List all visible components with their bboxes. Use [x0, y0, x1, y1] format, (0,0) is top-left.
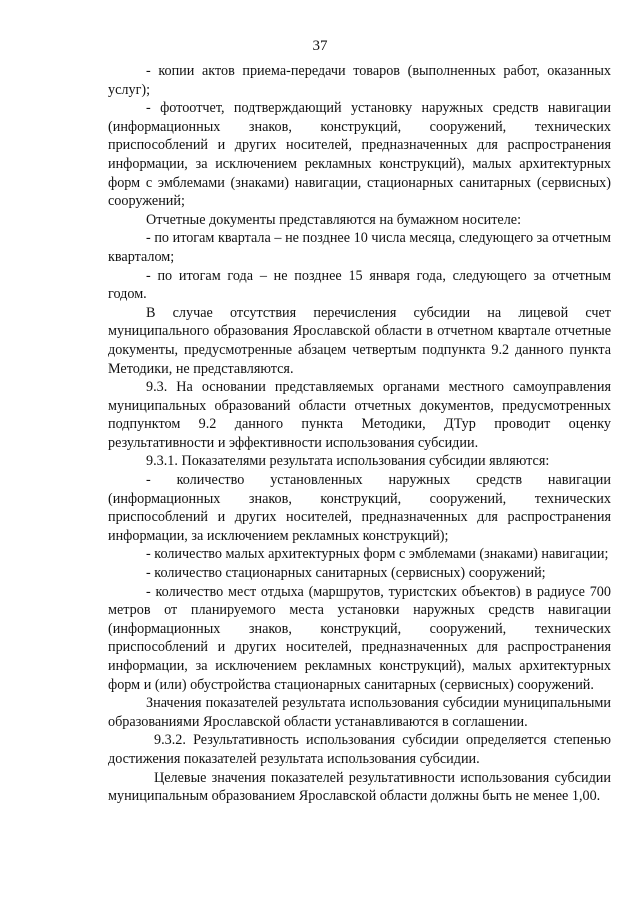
paragraph-paper-submission: Отчетные документы представляются на бумажном носителе: — [146, 211, 522, 228]
document-body — [108, 62, 611, 806]
paragraph-quarter-deadline: - по итогам квартала – не позднее 10 числа месяца, следующего за отчетным кварталом; — [108, 230, 611, 265]
paragraph-indicator-small-forms: - количество малых архитектурных форм с эмблемами (знаками) навигации; — [146, 546, 609, 563]
paragraph-9-3-2: 9.3.2. Результативность использования субсидии определяется степенью достижения показателей результата использования субсидии. — [108, 732, 611, 767]
paragraph-indicator-rest-places: - количество мест отдыха (маршрутов, туристских объектов) в радиусе 700 метров от планируемого места установки наружных средств навигации (информационных знаков, конструкций, сооружений, технических приспособлений и других носителей, предназначенных для распространения информации, за исключением рекламных конструкций), малых архитектурных форм и (или) обустройства стационарных санитарных (сервисных) сооружений. — [108, 583, 611, 693]
paragraph-target-values: Целевые значения показателей результативности использования субсидии муниципальным образованием Ярославской области должны быть не менее 1,00. — [108, 769, 611, 805]
paragraph-9-3: 9.3. На основании представляемых органами местного самоуправления муниципальных образований области отчетных документов, предусмотренных подпунктом 9.2 данного пункта Методики, ДТур проводит оценку результативности и эффективности использования субсидии. — [108, 379, 611, 451]
page-number: 37 — [312, 38, 328, 54]
paragraph-photo-report: - фотоотчет, подтверждающий установку наружных средств навигации (информационных знаков, конструкций, сооружений, технических приспособлений и других носителей, предназначенных для распространения информации, за исключением рекламных конструкций), малых архитектурных форм с эмблемами (знаками) навигации, стационарных санитарных (сервисных) сооружений; — [108, 100, 611, 210]
paragraph-year-deadline: - по итогам года – не позднее 15 января года, следующего за отчетным годом. — [108, 267, 611, 303]
paragraph-indicator-sanitary: - количество стационарных санитарных (сервисных) сооружений; — [146, 565, 546, 582]
paragraph-acts-copies: - копии актов приема-передачи товаров (выполненных работ, оказанных услуг); — [108, 63, 611, 98]
paragraph-indicator-values: Значения показателей результата использования субсидии муниципальными образованиями Ярославской области устанавливаются в соглашении. — [108, 695, 611, 730]
paragraph-indicator-navigation: - количество установленных наружных средств навигации (информационных знаков, конструкций, сооружений, технических приспособлений и других носителей, предназначенных для распространения информации, за исключением рекламных конструкций); — [108, 472, 611, 544]
paragraph-9-3-1: 9.3.1. Показателями результата использования субсидии являются: — [146, 453, 550, 470]
paragraph-no-transfer: В случае отсутствия перечисления субсидии на лицевой счет муниципального образования Ярославской области в отчетном квартале отчетные документы, предусмотренные абзацем четвертым подпункта 9.2 данного пункта Методики, не представляются. — [108, 304, 611, 377]
